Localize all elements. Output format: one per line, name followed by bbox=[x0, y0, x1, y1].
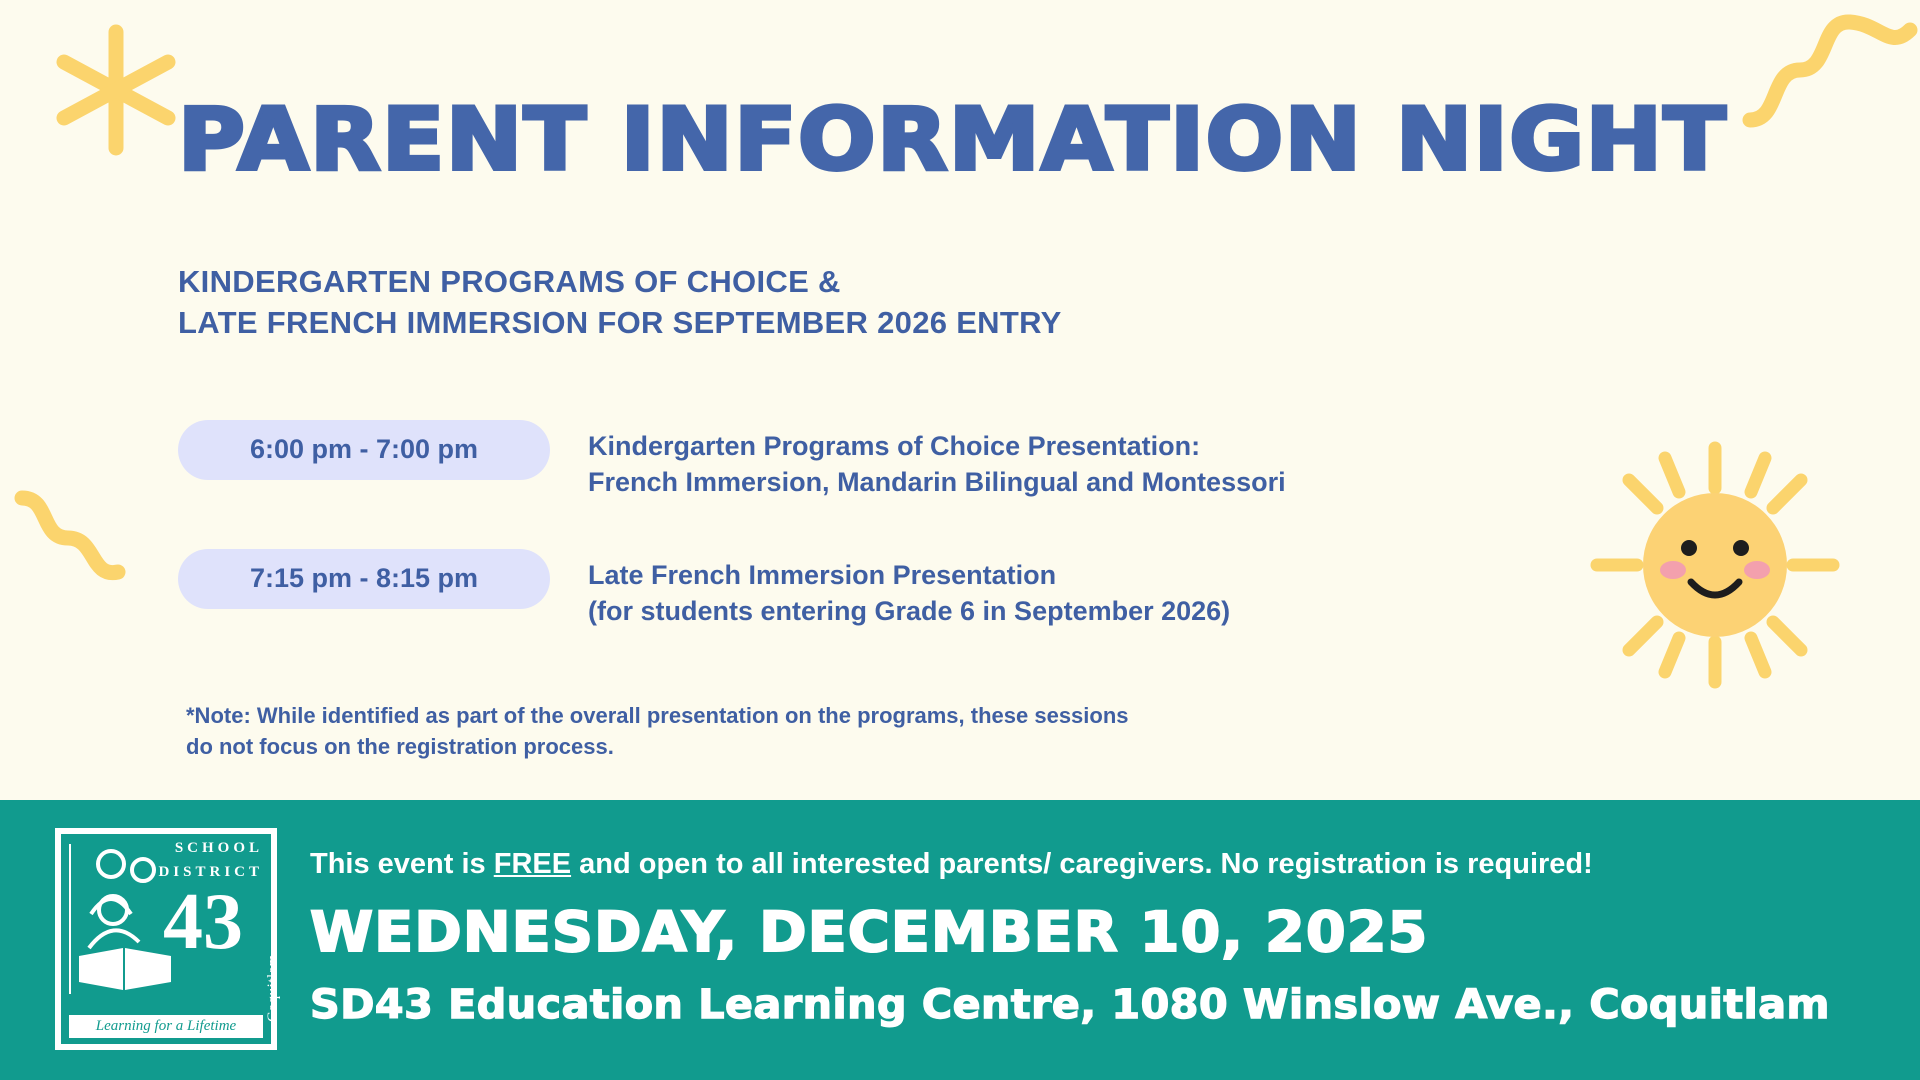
logo-inner bbox=[61, 834, 281, 1044]
event-date: WEDNESDAY, DECEMBER 10, 2025 bbox=[310, 900, 1429, 964]
page-subtitle bbox=[178, 262, 1062, 344]
squiggle-icon-top-right bbox=[1740, 0, 1920, 130]
sd43-logo bbox=[55, 828, 281, 1050]
time-badge: 6:00 pm - 7:00 pm bbox=[178, 420, 550, 480]
starburst-icon bbox=[46, 20, 186, 160]
schedule-row bbox=[178, 418, 1528, 501]
subtitle-line-1: KINDERGARTEN PROGRAMS OF CHOICE & bbox=[178, 264, 841, 299]
footnote-line-1: *Note: While identified as part of the overall presentation on the programs, these sessions bbox=[186, 703, 1129, 728]
free-event-notice bbox=[310, 848, 1593, 881]
session-description bbox=[588, 547, 1230, 630]
session-line-2: French Immersion, Mandarin Bilingual and Montessori bbox=[588, 467, 1286, 498]
logo-text-district: DISTRICT bbox=[158, 864, 263, 880]
session-line-1: Late French Immersion Presentation bbox=[588, 559, 1057, 590]
sun-icon bbox=[1565, 430, 1865, 700]
event-location: SD43 Education Learning Centre, 1080 Winslow Ave., Coquitlam bbox=[310, 982, 1831, 1028]
logo-text-city: Coquitlam bbox=[265, 954, 281, 1022]
free-notice-emphasis: FREE bbox=[493, 848, 572, 880]
schedule-row bbox=[178, 547, 1528, 630]
session-line-2: (for students entering Grade 6 in September 2026) bbox=[588, 596, 1231, 627]
free-notice-prefix: This event is bbox=[310, 848, 494, 880]
time-badge: 7:15 pm - 8:15 pm bbox=[178, 549, 550, 609]
subtitle-line-2: LATE FRENCH IMMERSION FOR SEPTEMBER 2026 ENTRY bbox=[178, 304, 1062, 340]
logo-text-number: 43 bbox=[163, 878, 243, 966]
footer-band bbox=[0, 800, 1920, 1080]
page-title: PARENT INFORMATION NIGHT bbox=[178, 90, 1728, 190]
session-line-1: Kindergarten Programs of Choice Presentation: bbox=[588, 431, 1201, 461]
session-description bbox=[588, 418, 1286, 501]
footnote bbox=[186, 700, 1129, 762]
schedule-list bbox=[178, 418, 1528, 676]
logo-tagline: Learning for a Lifetime bbox=[69, 1015, 263, 1038]
free-notice-suffix: and open to all interested parents/ caregivers. No registration is required! bbox=[571, 848, 1593, 880]
squiggle-icon-left bbox=[10, 480, 130, 590]
logo-text-school: SCHOOL bbox=[174, 840, 263, 856]
footnote-line-2: do not focus on the registration process. bbox=[186, 734, 614, 760]
